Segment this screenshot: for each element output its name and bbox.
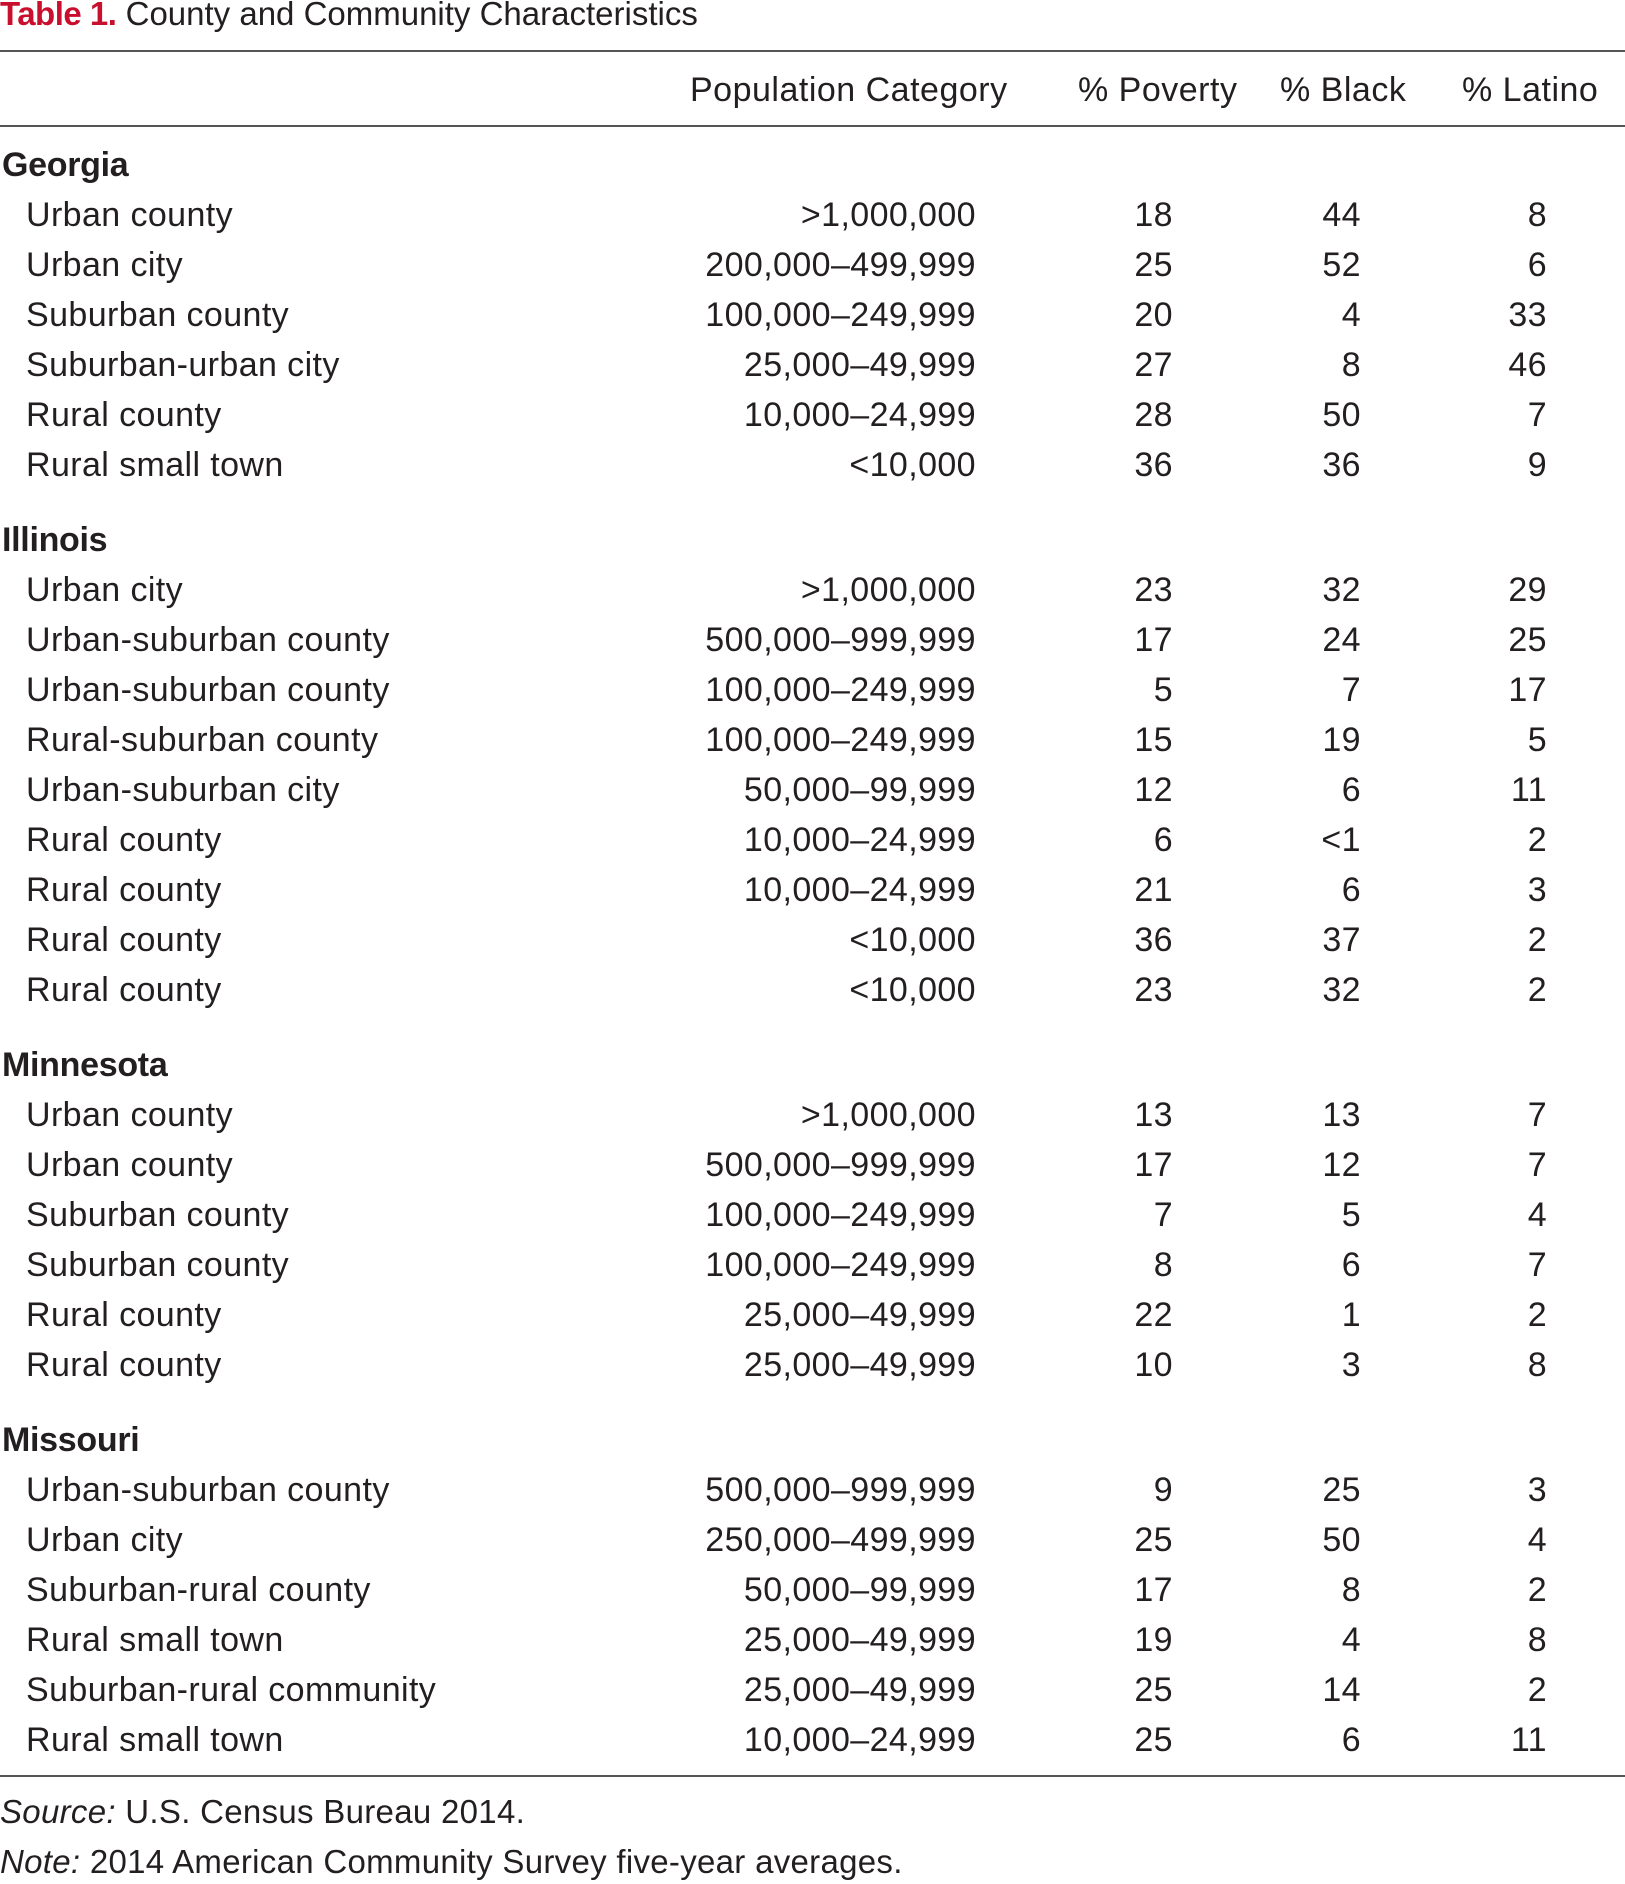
table-row — [0, 1565, 1625, 1615]
cell-population-category: 200,000–499,999 — [705, 246, 976, 284]
cell-poverty: 22 — [1134, 1296, 1173, 1334]
state-group-title: Illinois — [2, 521, 108, 559]
cell-black: 25 — [1322, 1471, 1361, 1509]
group-spacer — [0, 1015, 1625, 1040]
cell-black: <1 — [1321, 821, 1361, 859]
table-row — [0, 290, 1625, 340]
cell-black: 24 — [1322, 621, 1361, 659]
table-row — [0, 565, 1625, 615]
table-row — [0, 190, 1625, 240]
table-number: Table 1. — [0, 0, 117, 32]
cell-black: 6 — [1341, 1246, 1361, 1284]
cell-community: Rural county — [26, 821, 222, 859]
cell-latino: 8 — [1527, 196, 1547, 234]
cell-population-category: 25,000–49,999 — [743, 1296, 976, 1334]
cell-black: 6 — [1341, 1721, 1361, 1759]
cell-latino: 9 — [1527, 446, 1547, 484]
cell-poverty: 25 — [1134, 246, 1173, 284]
cell-community: Urban county — [26, 1096, 234, 1134]
cell-black: 50 — [1322, 396, 1361, 434]
cell-black: 6 — [1341, 771, 1361, 809]
cell-population-category: 250,000–499,999 — [705, 1521, 976, 1559]
table-row — [0, 965, 1625, 1015]
cell-population-category: 25,000–49,999 — [743, 1671, 976, 1709]
state-group-title: Missouri — [2, 1421, 140, 1459]
cell-poverty: 36 — [1134, 921, 1173, 959]
cell-community: Rural county — [26, 871, 222, 909]
cell-black: 50 — [1322, 1521, 1361, 1559]
cell-population-category: <10,000 — [849, 446, 976, 484]
cell-latino: 2 — [1527, 1296, 1547, 1334]
cell-latino: 11 — [1510, 1721, 1547, 1759]
cell-black: 52 — [1322, 246, 1361, 284]
cell-black: 4 — [1341, 1621, 1361, 1659]
cell-population-category: <10,000 — [849, 921, 976, 959]
cell-community: Urban county — [26, 1146, 234, 1184]
source-footnote — [0, 1790, 525, 1834]
table-caption — [0, 0, 698, 34]
cell-community: Urban county — [26, 196, 234, 234]
table-row — [0, 1240, 1625, 1290]
cell-poverty: 23 — [1134, 971, 1173, 1009]
cell-community: Urban city — [26, 246, 184, 284]
cell-latino: 7 — [1527, 1096, 1547, 1134]
cell-black: 4 — [1341, 296, 1361, 334]
header-black: % Black — [1280, 71, 1407, 109]
table-row — [0, 1665, 1625, 1715]
table-row — [0, 1715, 1625, 1765]
cell-community: Rural-suburban county — [26, 721, 379, 759]
cell-black: 32 — [1322, 571, 1361, 609]
state-group-title: Minnesota — [2, 1046, 168, 1084]
cell-community: Urban-suburban county — [26, 1471, 390, 1509]
header-latino: % Latino — [1462, 71, 1599, 109]
table-row — [0, 340, 1625, 390]
cell-black: 5 — [1341, 1196, 1361, 1234]
cell-poverty: 20 — [1134, 296, 1173, 334]
cell-poverty: 36 — [1134, 446, 1173, 484]
table-row — [0, 615, 1625, 665]
cell-community: Suburban county — [26, 1246, 290, 1284]
cell-population-category: 25,000–49,999 — [743, 346, 976, 384]
group-spacer — [0, 490, 1625, 515]
cell-black: 12 — [1322, 1146, 1361, 1184]
note-footnote — [0, 1840, 903, 1884]
cell-population-category: 25,000–49,999 — [743, 1346, 976, 1384]
cell-black: 6 — [1341, 871, 1361, 909]
cell-population-category: 10,000–24,999 — [743, 1721, 976, 1759]
cell-black: 19 — [1322, 721, 1361, 759]
cell-black: 14 — [1322, 1671, 1361, 1709]
table-row — [0, 240, 1625, 290]
cell-population-category: 25,000–49,999 — [743, 1621, 976, 1659]
cell-latino: 33 — [1508, 296, 1547, 334]
cell-black: 8 — [1341, 346, 1361, 384]
table-row — [0, 715, 1625, 765]
cell-poverty: 18 — [1134, 196, 1173, 234]
cell-poverty: 25 — [1134, 1671, 1173, 1709]
source-label: Source: — [0, 1793, 116, 1830]
cell-black: 13 — [1322, 1096, 1361, 1134]
cell-community: Rural county — [26, 1296, 222, 1334]
cell-black: 1 — [1341, 1296, 1361, 1334]
cell-population-category: 100,000–249,999 — [705, 1196, 976, 1234]
table-row — [0, 1090, 1625, 1140]
table-body — [0, 140, 1625, 1765]
cell-population-category: 100,000–249,999 — [705, 296, 976, 334]
cell-poverty: 21 — [1134, 871, 1173, 909]
cell-latino: 3 — [1527, 1471, 1547, 1509]
cell-population-category: 10,000–24,999 — [743, 871, 976, 909]
table-row — [0, 1290, 1625, 1340]
cell-latino: 4 — [1527, 1196, 1547, 1234]
table-row — [0, 1190, 1625, 1240]
cell-poverty: 25 — [1134, 1721, 1173, 1759]
cell-poverty: 6 — [1153, 821, 1173, 859]
cell-community: Rural county — [26, 1346, 222, 1384]
cell-latino: 8 — [1527, 1346, 1547, 1384]
cell-community: Urban city — [26, 1521, 184, 1559]
cell-poverty: 25 — [1134, 1521, 1173, 1559]
cell-population-category: 10,000–24,999 — [743, 821, 976, 859]
cell-population-category: >1,000,000 — [800, 1096, 976, 1134]
cell-community: Suburban-rural county — [26, 1571, 371, 1609]
cell-latino: 7 — [1527, 1246, 1547, 1284]
cell-community: Suburban-urban city — [26, 346, 340, 384]
table-row — [0, 390, 1625, 440]
cell-community: Rural county — [26, 396, 222, 434]
cell-community: Urban-suburban city — [26, 771, 340, 809]
cell-poverty: 17 — [1134, 1571, 1173, 1609]
source-text: U.S. Census Bureau 2014. — [125, 1793, 526, 1830]
note-text: 2014 American Community Survey five-year averages. — [89, 1843, 903, 1880]
group-spacer — [0, 1390, 1625, 1415]
cell-black: 7 — [1341, 671, 1361, 709]
cell-poverty: 23 — [1134, 571, 1173, 609]
table-row — [0, 865, 1625, 915]
cell-latino: 29 — [1508, 571, 1547, 609]
cell-latino: 2 — [1527, 1671, 1547, 1709]
cell-community: Urban city — [26, 571, 184, 609]
cell-population-category: >1,000,000 — [800, 196, 976, 234]
cell-black: 3 — [1341, 1346, 1361, 1384]
cell-latino: 7 — [1527, 396, 1547, 434]
cell-latino: 17 — [1508, 671, 1547, 709]
cell-latino: 2 — [1527, 821, 1547, 859]
cell-community: Suburban county — [26, 1196, 290, 1234]
cell-community: Urban-suburban county — [26, 671, 390, 709]
cell-poverty: 9 — [1153, 1471, 1173, 1509]
table-row — [0, 815, 1625, 865]
cell-population-category: 500,000–999,999 — [705, 1471, 976, 1509]
cell-population-category: 100,000–249,999 — [705, 671, 976, 709]
cell-latino: 2 — [1527, 1571, 1547, 1609]
table-row — [0, 1140, 1625, 1190]
table-row — [0, 1340, 1625, 1390]
table-row — [0, 765, 1625, 815]
cell-latino: 2 — [1527, 971, 1547, 1009]
top-rule — [0, 50, 1625, 52]
cell-population-category: 100,000–249,999 — [705, 1246, 976, 1284]
cell-poverty: 8 — [1153, 1246, 1173, 1284]
cell-poverty: 5 — [1153, 671, 1173, 709]
cell-poverty: 7 — [1153, 1196, 1173, 1234]
cell-latino: 3 — [1527, 871, 1547, 909]
cell-latino: 5 — [1527, 721, 1547, 759]
cell-poverty: 10 — [1134, 1346, 1173, 1384]
cell-population-category: <10,000 — [849, 971, 976, 1009]
cell-community: Suburban-rural community — [26, 1671, 437, 1709]
table-row — [0, 665, 1625, 715]
cell-black: 36 — [1322, 446, 1361, 484]
cell-latino: 4 — [1527, 1521, 1547, 1559]
cell-black: 8 — [1341, 1571, 1361, 1609]
table-row — [0, 1615, 1625, 1665]
cell-population-category: 500,000–999,999 — [705, 1146, 976, 1184]
cell-latino: 8 — [1527, 1621, 1547, 1659]
cell-population-category: 10,000–24,999 — [743, 396, 976, 434]
cell-latino: 2 — [1527, 921, 1547, 959]
note-label: Note: — [0, 1843, 81, 1880]
cell-latino: 6 — [1527, 246, 1547, 284]
cell-community: Suburban county — [26, 296, 290, 334]
cell-poverty: 19 — [1134, 1621, 1173, 1659]
cell-community: Rural small town — [26, 1621, 284, 1659]
cell-poverty: 28 — [1134, 396, 1173, 434]
cell-community: Rural small town — [26, 446, 284, 484]
cell-community: Rural small town — [26, 1721, 284, 1759]
table-row — [0, 1515, 1625, 1565]
header-rule — [0, 125, 1625, 127]
cell-poverty: 13 — [1134, 1096, 1173, 1134]
cell-latino: 25 — [1508, 621, 1547, 659]
cell-population-category: 100,000–249,999 — [705, 721, 976, 759]
bottom-rule — [0, 1775, 1625, 1777]
cell-poverty: 15 — [1134, 721, 1173, 759]
cell-latino: 7 — [1527, 1146, 1547, 1184]
cell-black: 44 — [1322, 196, 1361, 234]
table-row — [0, 915, 1625, 965]
cell-population-category: 500,000–999,999 — [705, 621, 976, 659]
cell-community: Rural county — [26, 921, 222, 959]
cell-population-category: 50,000–99,999 — [743, 1571, 976, 1609]
cell-population-category: >1,000,000 — [800, 571, 976, 609]
cell-poverty: 17 — [1134, 621, 1173, 659]
cell-latino: 11 — [1510, 771, 1547, 809]
table-row — [0, 1465, 1625, 1515]
table-row — [0, 440, 1625, 490]
cell-black: 37 — [1322, 921, 1361, 959]
state-group-title: Georgia — [2, 146, 129, 184]
cell-community: Rural county — [26, 971, 222, 1009]
table-title: County and Community Characteristics — [125, 0, 698, 32]
cell-poverty: 12 — [1134, 771, 1173, 809]
cell-community: Urban-suburban county — [26, 621, 390, 659]
cell-poverty: 27 — [1134, 346, 1173, 384]
cell-poverty: 17 — [1134, 1146, 1173, 1184]
header-poverty: % Poverty — [1078, 71, 1238, 109]
cell-population-category: 50,000–99,999 — [743, 771, 976, 809]
cell-black: 32 — [1322, 971, 1361, 1009]
cell-latino: 46 — [1508, 346, 1547, 384]
header-population-category: Population Category — [690, 71, 1008, 109]
